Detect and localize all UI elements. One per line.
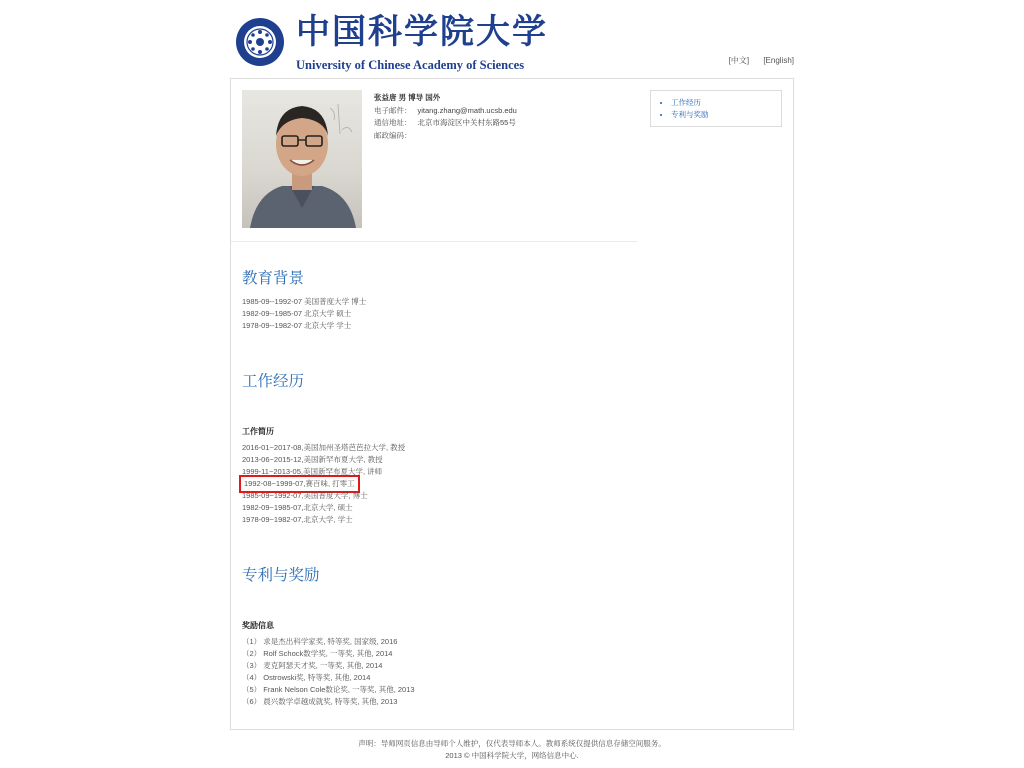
toc-item-work[interactable]: • 工作经历 bbox=[671, 97, 781, 109]
postcode-label: 邮政编码： bbox=[374, 130, 412, 140]
address-row bbox=[374, 117, 517, 130]
list-item: 1982-09--1985-07 北京大学 硕士 bbox=[242, 309, 352, 318]
list-item: 1999-11~2013-05,美国新罕布夏大学, 讲师 bbox=[242, 467, 383, 476]
awards-list bbox=[242, 636, 415, 708]
work-list bbox=[242, 442, 405, 526]
address-value: 北京市海淀区中关村东路55号 bbox=[417, 118, 516, 127]
university-seal-icon[interactable] bbox=[236, 18, 284, 66]
email-label: 电子邮件： bbox=[374, 105, 412, 115]
lang-en-link[interactable]: [English] bbox=[763, 56, 794, 65]
lang-zh-link[interactable]: [中文] bbox=[728, 56, 750, 65]
list-item: （5） Frank Nelson Cole数论奖, 一等奖, 其他, 2013 bbox=[242, 685, 415, 694]
work-subtitle: 工作简历 bbox=[242, 427, 274, 436]
highlight-box: 1992-08~1999-07,赛百味, 打零工 bbox=[244, 479, 355, 488]
list-item: （2） Rolf Schock数学奖, 一等奖, 其他, 2014 bbox=[242, 649, 393, 658]
footer-disclaimer: 声明：导师网页信息由导师个人维护，仅代表导师本人。教师系统仅提供信息存储空间服务。 bbox=[358, 739, 666, 748]
list-item: （4） Ostrowski奖, 特等奖, 其他, 2014 bbox=[242, 673, 371, 682]
main-content bbox=[230, 78, 794, 730]
list-item: （1） 求是杰出科学家奖, 特等奖, 国家级, 2016 bbox=[242, 637, 398, 646]
section-title-work: 工作经历 bbox=[242, 373, 305, 390]
awards-subtitle: 奖励信息 bbox=[242, 621, 274, 630]
footer bbox=[230, 738, 794, 762]
list-item: 1985-09~1992-07,美国普度大学, 博士 bbox=[242, 491, 368, 500]
table-of-contents bbox=[650, 90, 782, 127]
list-item-highlighted bbox=[242, 478, 405, 490]
list-item: 2016-01~2017-08,美国加州圣塔芭芭拉大学, 教授 bbox=[242, 443, 406, 452]
list-item: 1978-09--1982-07 北京大学 学士 bbox=[242, 321, 352, 330]
section-title-education: 教育背景 bbox=[242, 270, 305, 287]
footer-copyright: 2013 © 中国科学院大学，网络信息中心. bbox=[445, 751, 579, 760]
header bbox=[230, 0, 796, 78]
list-item: 1978-09~1982-07,北京大学, 学士 bbox=[242, 515, 353, 524]
email-row bbox=[374, 105, 517, 118]
postcode-row bbox=[374, 130, 517, 143]
list-item: （6） 晨兴数学卓越成就奖, 特等奖, 其他, 2013 bbox=[242, 697, 398, 706]
profile-divider bbox=[231, 241, 637, 242]
profile-name-line: 张益唐 男 博导 国外 bbox=[374, 93, 441, 102]
list-item: 1985-09--1992-07 美国普度大学 博士 bbox=[242, 297, 367, 306]
logo-english-name: University of Chinese Academy of Sciences bbox=[296, 58, 525, 72]
list-item: 1982-09~1985-07,北京大学, 硕士 bbox=[242, 503, 353, 512]
logo-chinese-name: 中国科学院大学 bbox=[296, 12, 548, 52]
section-title-awards: 专利与奖励 bbox=[242, 567, 320, 584]
profile-photo bbox=[242, 90, 362, 228]
language-switcher bbox=[717, 55, 794, 66]
list-item: （3） 麦克阿瑟天才奖, 一等奖, 其他, 2014 bbox=[242, 661, 383, 670]
profile-info bbox=[374, 92, 517, 142]
address-label: 通信地址： bbox=[374, 118, 412, 127]
education-list bbox=[242, 296, 366, 332]
toc-item-awards[interactable]: • 专利与奖励 bbox=[671, 109, 781, 121]
list-item: 2013-06~2015-12,美国新罕布夏大学, 教授 bbox=[242, 455, 383, 464]
email-value[interactable]: yitang.zhang@math.ucsb.edu bbox=[417, 105, 517, 115]
